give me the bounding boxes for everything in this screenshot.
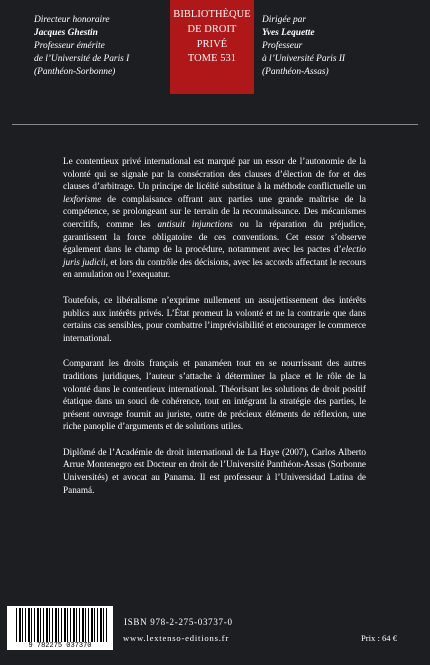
barcode-icon <box>16 608 108 644</box>
series-line-1: BIBLIOTHÈQUE <box>173 9 251 20</box>
series-director-role: Dirigée par <box>262 15 307 25</box>
series-volume: TOME 531 <box>187 53 237 65</box>
summary-text-segment: Le contentieux privé international est marqué par un essor de l’autonomie de la volonté qui se signale par la consécration des clauses d’élection de for et des clauses d’arbitrage. Un principe de licéité substitue à la méthode conflictuelle un <box>63 156 366 192</box>
publisher-website: www.lextenso-editions.fr <box>123 633 229 643</box>
isbn-label: ISBN 978-2-275-03737-0 <box>124 617 233 627</box>
summary-text-segment: ou la réparation du préjudice, garantissent la force obligatoire de ces conventions. Cet essor s’observe également dans le champ de la procédure, notamment avec les pactes d’ <box>63 218 366 255</box>
price-label: Prix : 64 € <box>361 633 398 643</box>
honorary-director-credit <box>34 14 169 79</box>
series-director-credit <box>262 14 412 79</box>
honorary-director-title-3: (Panthéon-Sorbonne) <box>34 67 116 77</box>
series-director-name: Yves Lequette <box>262 28 315 38</box>
series-director-title-3: (Panthéon-Assas) <box>262 67 329 77</box>
summary-text-segment: , et lors du contrôle des décisions, avec les accords affectant le recours en annulation ou l’exequatur. <box>63 256 366 280</box>
series-director-title-1: Professeur <box>262 41 303 51</box>
summary-paragraph-2: Toutefois, ce libéralisme n’exprime nullement un assujettissement des intérêts publics aux intérêts privés. L’État promeut la volonté et ne la contrarie que dans certains cas sensibles, pour combattre l’imprévisibilité et encourager le commerce international. <box>63 294 366 343</box>
honorary-director-name: Jacques Ghestin <box>34 28 98 38</box>
summary-paragraph-3: Comparant les droits français et panaméen tout en se nourrissant des autres traditions juridiques, l’auteur s’attache à déterminer la place et le rôle de la volonté dans le contentieux international. Théorisant les solutions de droit positif étatique dans un souci de cohérence, tout en intégrant la stratégie des parties, le présent ouvrage fournit au juriste, outre de précieux éléments de réflexion, une riche panoplie d’arguments et de solutions utiles. <box>63 358 366 432</box>
honorary-director-role: Directeur honoraire <box>34 15 110 25</box>
header-divider <box>12 124 418 125</box>
barcode-panel <box>7 606 113 650</box>
series-line-2: DE DROIT <box>187 23 237 35</box>
italic-term-lexforisme: lexforisme <box>63 193 102 204</box>
honorary-director-title-1: Professeur émérite <box>34 41 105 51</box>
summary-text <box>63 155 366 509</box>
italic-term-electio-juris-judicii: electio juris judicii <box>63 244 366 267</box>
series-line-3: PRIVÉ <box>196 38 228 50</box>
summary-paragraph-1 <box>63 155 366 281</box>
series-director-title-2: à l’Université Paris II <box>262 54 346 64</box>
series-label-box <box>170 0 254 94</box>
barcode-number: 9 782275 037370 <box>7 642 113 650</box>
italic-term-antisuit-injunctions: antisuit injunctions <box>157 218 233 229</box>
author-bio-paragraph: Diplômé de l’Académie de droit international de La Haye (2007), Carlos Alberto Arrue Montenegro est Docteur en droit de l’Université Panthéon-Assas (Sorbonne Universités) et avocat au Panama. Il est professeur à l’Universidad Latina de Panamá. <box>63 446 366 495</box>
honorary-director-title-2: de l’Université de Paris I <box>34 54 130 64</box>
summary-text-segment: de complaisance offrant aux parties une grande maîtrise de la compétence, se prolongeant sur le terrain de la reconnaissance. Des mécanismes coercitifs, comme les <box>63 193 366 229</box>
